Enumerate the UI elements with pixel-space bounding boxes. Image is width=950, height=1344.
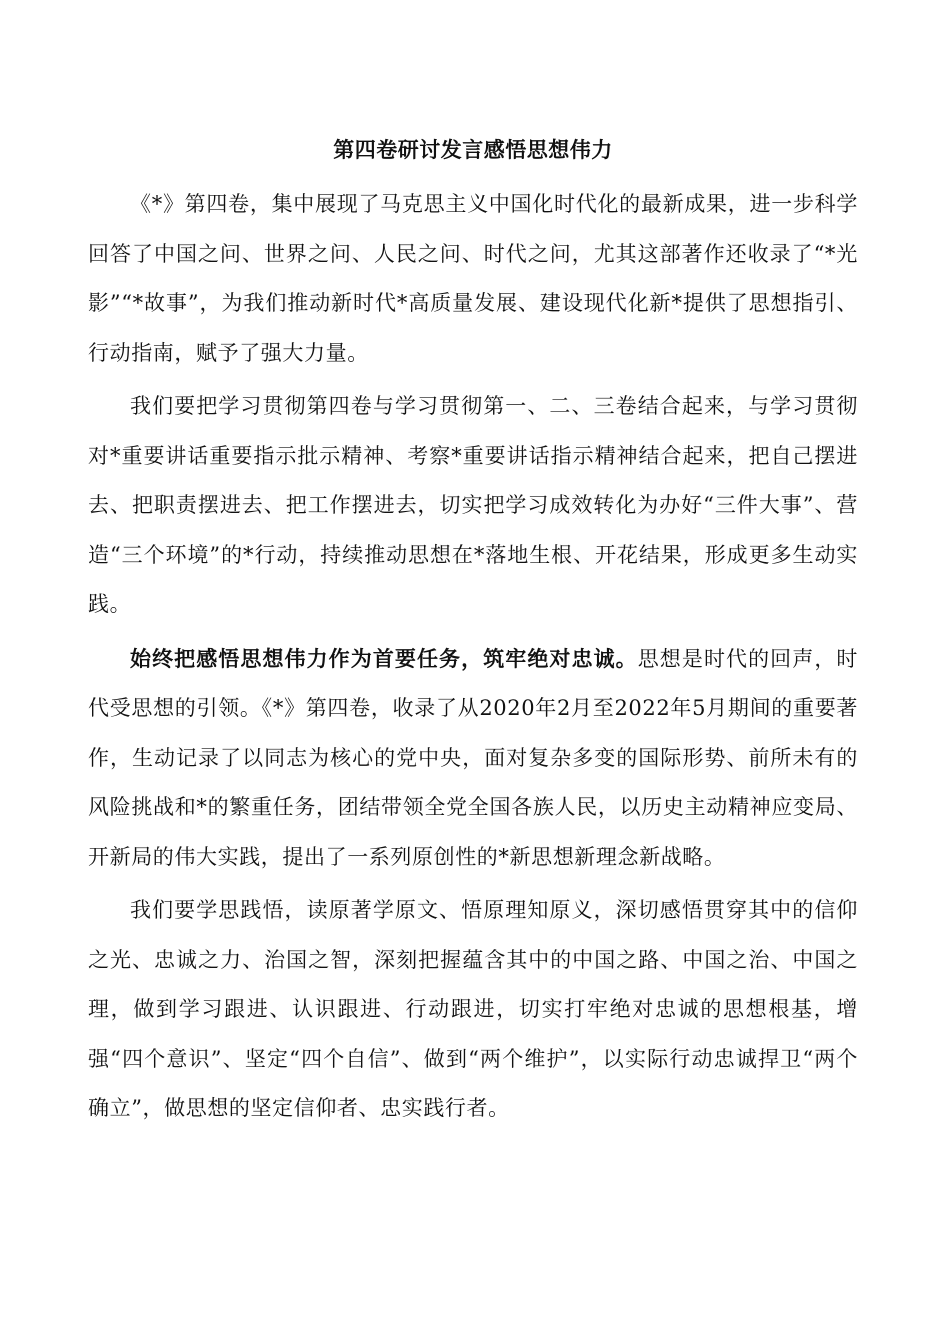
document-title: 第四卷研讨发言感悟思想伟力 xyxy=(333,137,613,162)
paragraph-3-text: 思想是时代的回声，时代受思想的引领。《*》第四卷，收录了从2020年2月至2022年5月期间的重要著作，生动记录了以同志为核心的党中央，面对复杂多变的国际形势、前所未有的风险挑战和*的繁重任务，团结带领全党全国各族人民，以历史主动精神应变局、开新局的伟大实践，提出了一系列原创性的*新思想新理念新战略。 xyxy=(88,646,858,869)
paragraph-2 xyxy=(88,382,858,630)
paragraph-3-lead: 始终把感悟思想伟力作为首要任务，筑牢绝对忠诚。 xyxy=(130,645,638,671)
paragraph-3 xyxy=(88,634,858,883)
paragraph-2-text: 我们要把学习贯彻第四卷与学习贯彻第一、二、三卷结合起来，与学习贯彻对*重要讲话重要指示批示精神、考察*重要讲话指示精神结合起来，把自己摆进去、把职责摆进去、把工作摆进去，切实把学习成效转化为办好“三件大事”、营造“三个环境”的*行动，持续推动思想在*落地生根、开花结果，形成更多生动实践。 xyxy=(88,394,858,616)
paragraph-1 xyxy=(88,180,858,378)
paragraph-4-text: 我们要学思践悟，读原著学原文、悟原理知原义，深切感悟贯穿其中的信仰之光、忠诚之力、治国之智，深刻把握蕴含其中的中国之路、中国之治、中国之理，做到学习跟进、认识跟进、行动跟进，切实打牢绝对忠诚的思想根基，增强“四个意识”、坚定“四个自信”、做到“两个维护”，以实际行动忠诚捍卫“两个确立”，做思想的坚定信仰者、忠实践行者。 xyxy=(88,898,858,1120)
paragraph-4 xyxy=(88,886,858,1134)
paragraph-1-text: 《*》第四卷，集中展现了马克思主义中国化时代化的最新成果，进一步科学回答了中国之问、世界之问、人民之问、时代之问，尤其这部著作还收录了“*光影”“*故事”，为我们推动新时代*高质量发展、建设现代化新*提供了思想指引、行动指南，赋予了强大力量。 xyxy=(88,192,858,365)
document-page xyxy=(88,130,858,1138)
